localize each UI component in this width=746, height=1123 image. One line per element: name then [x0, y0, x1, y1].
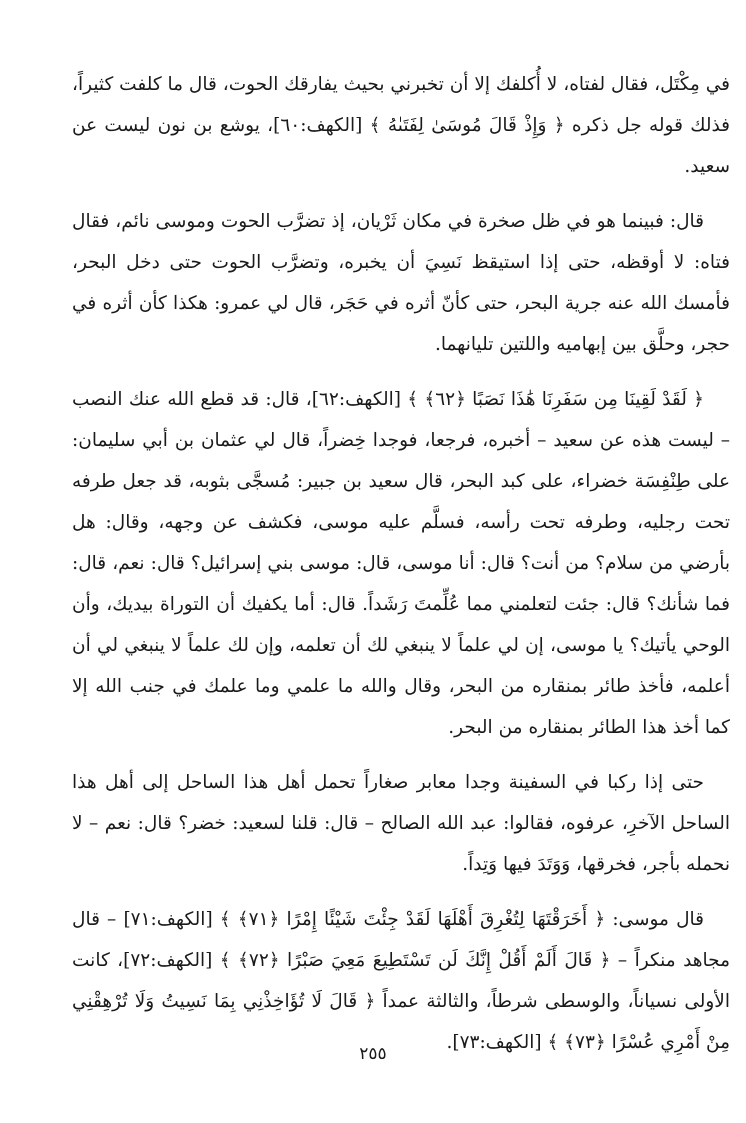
paragraph-4: حتى إذا ركبا في السفينة وجدا معابر صغاراً تحمل أهل هذا الساحل إلى أهل هذا الساحل الآخرِ، عرفوه، فقالوا: عبد الله الصالح – قال: قلنا لسعيد: خضر؟ قال: نعم – لا نحمله بأجر، فخرقها، وَوَتَدَ فيها وَتِداً.	[72, 772, 730, 875]
paragraph-1: في مِكْتَل، فقال لفتاه، لا أُكلفك إلا أن تخبرني بحيث يفارقك الحوت، قال ما كلفت كثيراً، فذلك قوله جل ذكره ﴿ وَإِذْ قَالَ مُوسَىٰ لِفَتَىٰهُ ﴾ [الكهف:٦٠]، يوشع بن نون ليست عن سعيد.	[72, 74, 731, 177]
paragraph-5: قال موسى: ﴿ أَخَرَقْتَهَا لِتُغْرِقَ أَهْلَهَا لَقَدْ جِئْتَ شَيْئًا إِمْرًا ﴿٧١﴾ ﴾ [الكهف:٧١] – قال مجاهد منكراً – ﴿ قَالَ أَلَمْ أَقُلْ إِنَّكَ لَن تَسْتَطِيعَ مَعِيَ صَبْرًا ﴿٧٢﴾ ﴾ [الكهف:٧٢]، كانت الأولى نسياناً، والوسطى شرطاً، والثالثة عمداً ﴿ قَالَ لَا تُؤَاخِذْنِي بِمَا نَسِيتُ وَلَا تُرْهِقْنِي مِنْ أَمْرِي عُسْرًا ﴿٧٣﴾ ﴾ [الكهف:٧٣].	[72, 909, 731, 1053]
page-number: ٢٥٥	[359, 1044, 387, 1064]
page-body	[72, 64, 730, 1064]
paragraph-2: قال: فبينما هو في ظل صخرة في مكان ثَرْيان، إذ تضرَّب الحوت وموسى نائم، فقال فتاه: لا أوقظه، حتى إذا استيقظ نَسِيَ أن يخبره، وتضرَّب الحوت حتى دخل البحر، فأمسك الله عنه جرية البحر، حتى كأنّ أثره في حَجَر، قال لي عمرو: هكذا كأن أثره في حجر، وحلَّق بين إبهاميه واللتين تليانهما.	[72, 211, 730, 355]
paragraph-3: ﴿ لَقَدْ لَقِينَا مِن سَفَرِنَا هَٰذَا نَصَبًا ﴿٦٢﴾ ﴾ [الكهف:٦٢]، قال: قد قطع الله عنك النصب – ليست هذه عن سعيد – أخبره، فرجعا، فوجدا خِضراً، قال لي عثمان بن أبي سليمان: على طِنْفِسَة خضراء، على كبد البحر، قال سعيد بن جبير: مُسجَّى بثوبه، قد جعل طرفه تحت رجليه، وطرفه تحت رأسه، فسلَّم عليه موسى، فكشف عن وجهه، وقال: هل بأرضي من سلام؟ من أنت؟ قال: أنا موسى، قال: موسى بني إسرائيل؟ قال: نعم، قال: فما شأنك؟ قال: جئت لتعلمني مما عُلِّمتَ رَشَداً. قال: أما يكفيك أن التوراة بيديك، وأن الوحي يأتيك؟ يا موسى، إن لي علماً لا ينبغي لك أن تعلمه، وإن لك علماً لا ينبغي لي أن أعلمه، فأخذ طائر بمنقاره من البحر، وقال والله ما علمي وما علمك في جنب الله إلا كما أخذ هذا الطائر بمنقاره من البحر.	[72, 389, 730, 738]
